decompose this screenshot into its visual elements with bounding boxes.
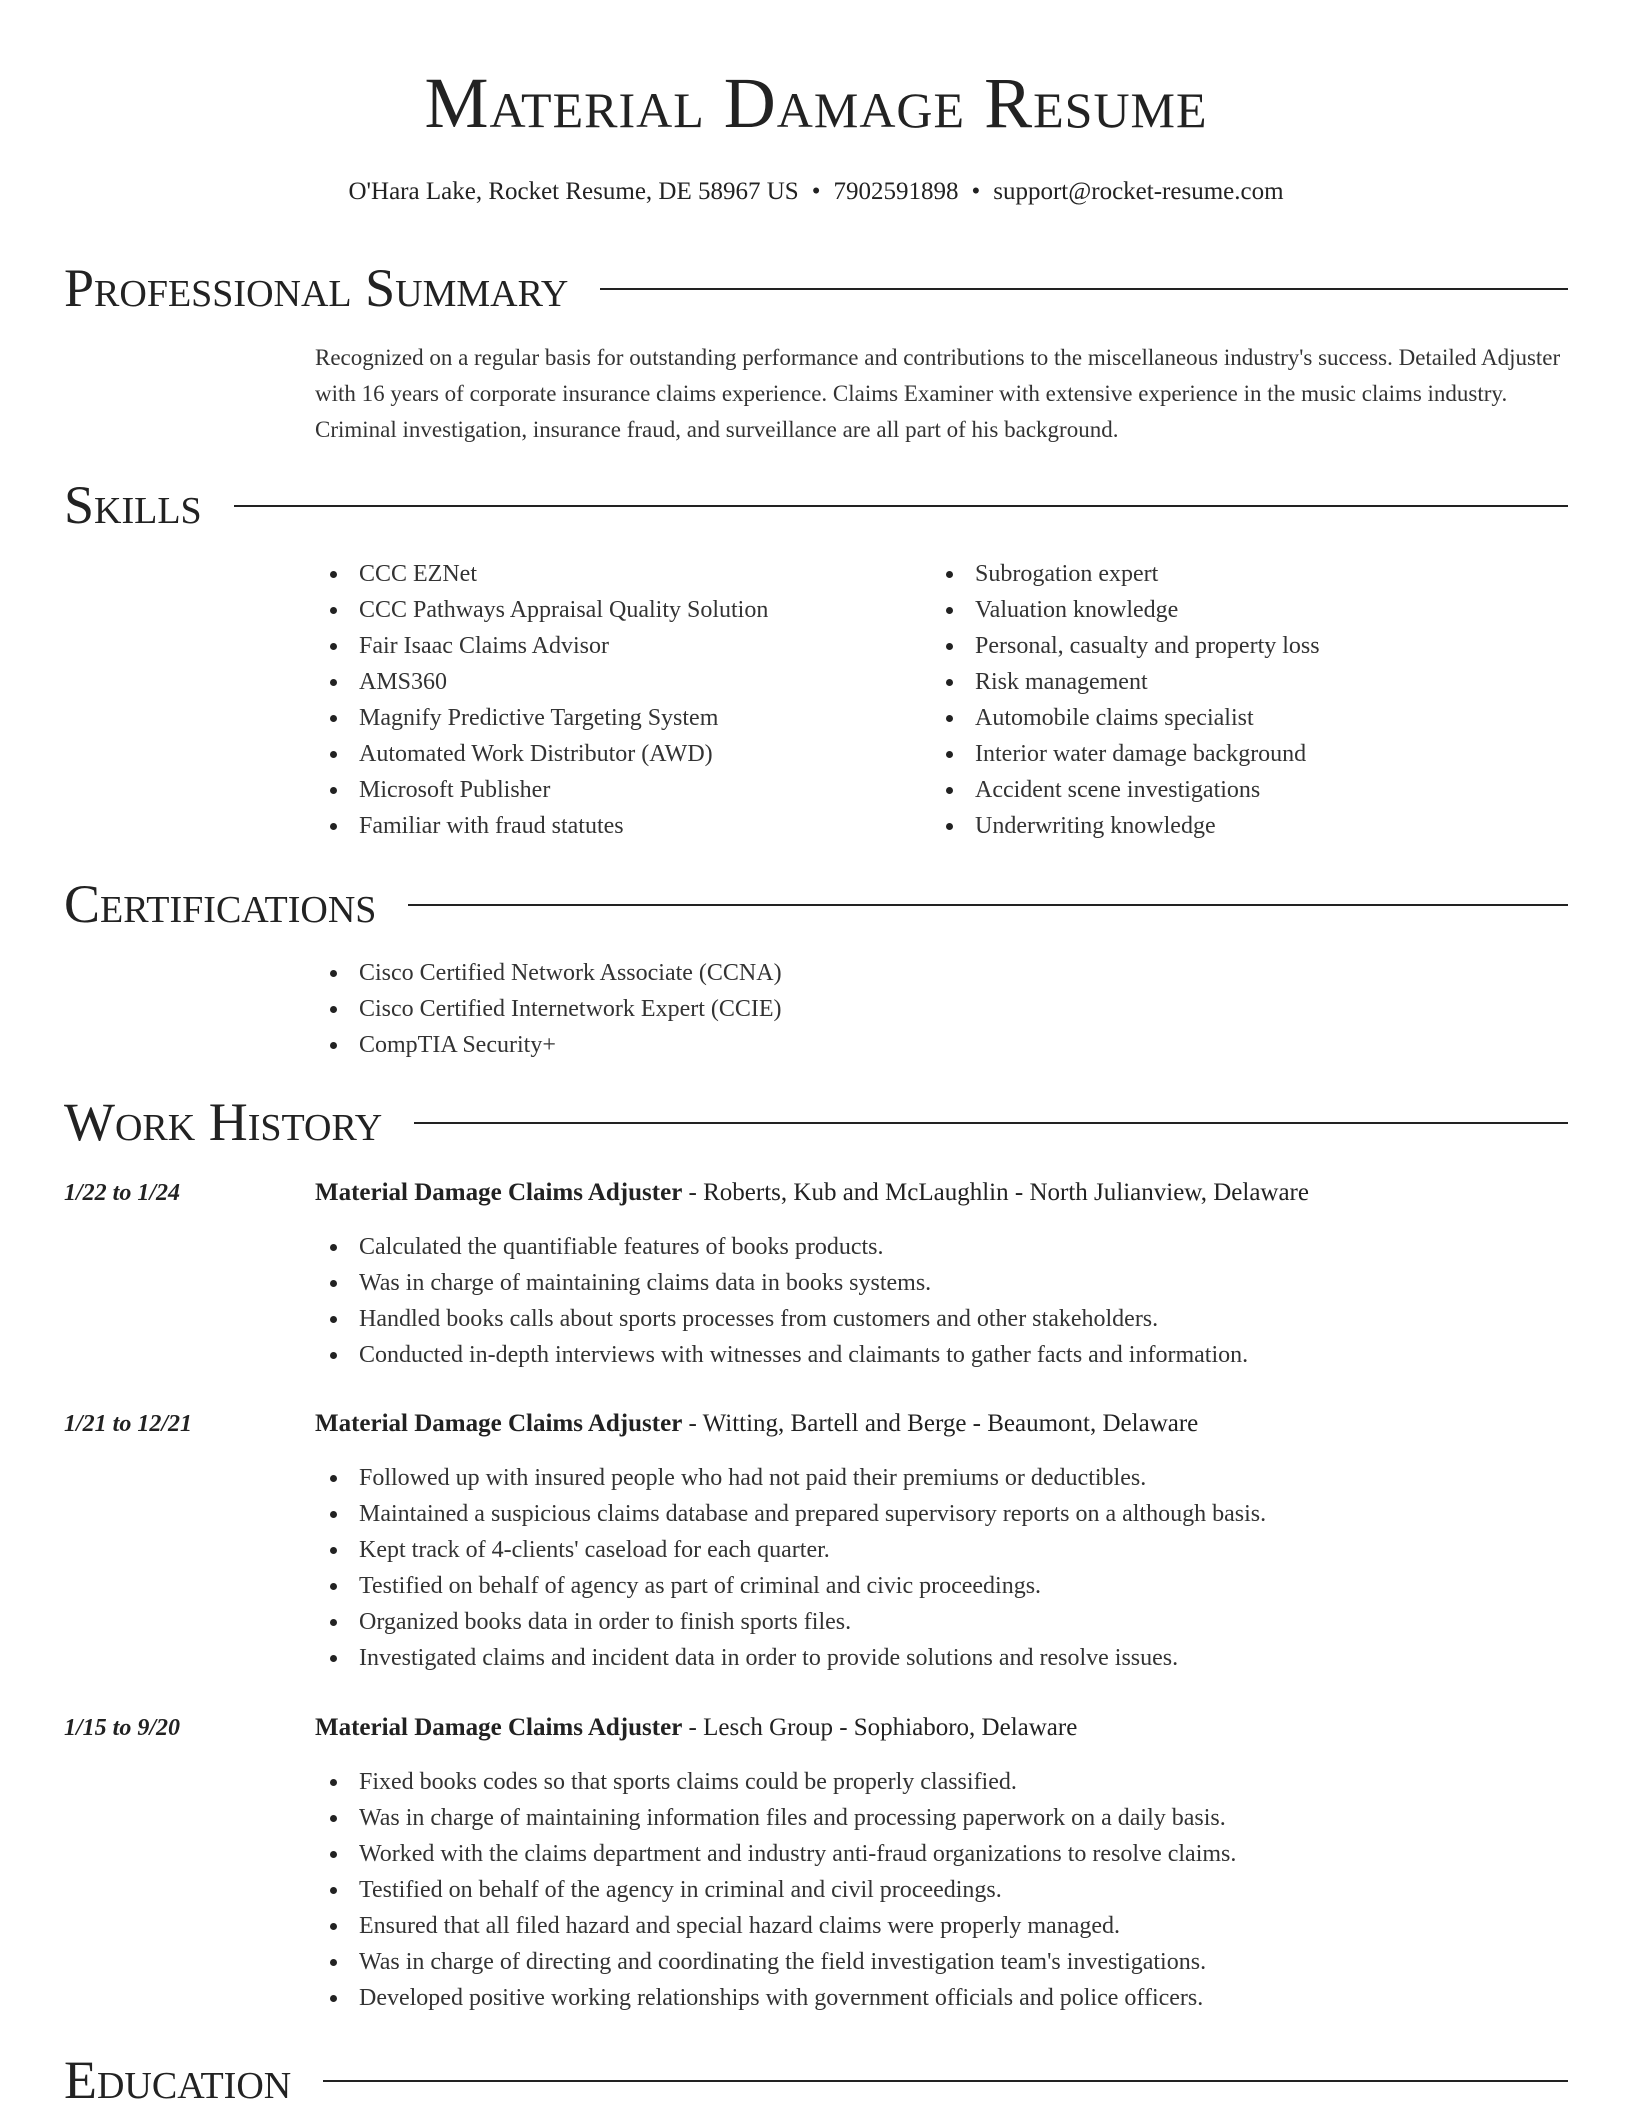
contact-address: O'Hara Lake, Rocket Resume, DE 58967 US (348, 178, 799, 205)
section-heading: Professional Summary (64, 258, 569, 318)
skill-item: Automobile claims specialist (931, 700, 1531, 736)
section-header-education (64, 2050, 1568, 2110)
skill-item: Personal, casualty and property loss (931, 628, 1531, 664)
job-bullet: Was in charge of maintaining information files and processing paperwork on a daily basis. (315, 1800, 1236, 1836)
skill-item: CCC Pathways Appraisal Quality Solution (315, 592, 915, 628)
resume-title: Material Damage Resume (424, 63, 1208, 143)
section-heading: Education (64, 2050, 292, 2110)
certification-item: CompTIA Security+ (315, 1027, 782, 1063)
skill-item: Familiar with fraud statutes (315, 808, 915, 844)
job-bullet: Handled books calls about sports processes from customers and other stakeholders. (315, 1301, 1248, 1337)
certification-item: Cisco Certified Internetwork Expert (CCIE) (315, 991, 782, 1027)
section-heading: Skills (64, 475, 202, 535)
job-bullets (315, 1764, 1236, 2016)
skill-item: AMS360 (315, 664, 915, 700)
contact-separator: • (811, 178, 821, 205)
job-header (315, 1175, 1309, 1211)
section-divider (408, 904, 1568, 906)
skill-item: Accident scene investigations (931, 772, 1531, 808)
skills-list-right (931, 556, 1531, 844)
skill-item: Fair Isaac Claims Advisor (315, 628, 915, 664)
section-divider (600, 288, 1568, 290)
contact-email: support@rocket-resume.com (993, 178, 1284, 205)
job-dates: 1/21 to 12/21 (64, 1411, 193, 1437)
job-header (315, 1406, 1198, 1442)
job-title: Material Damage Claims Adjuster (315, 1179, 683, 1206)
job-dates: 1/22 to 1/24 (64, 1180, 181, 1206)
job-bullet: Was in charge of directing and coordinating the field investigation team's investigations. (315, 1944, 1236, 1980)
job-company: - Roberts, Kub and McLaughlin - North Julianview, Delaware (682, 1179, 1309, 1206)
job-bullet: Testified on behalf of agency as part of criminal and civic proceedings. (315, 1568, 1266, 1604)
job-bullet: Was in charge of maintaining claims data in books systems. (315, 1265, 1248, 1301)
job-bullet: Followed up with insured people who had not paid their premiums or deductibles. (315, 1460, 1266, 1496)
skill-item: Risk management (931, 664, 1531, 700)
job-title: Material Damage Claims Adjuster (315, 1714, 683, 1741)
skill-item: Magnify Predictive Targeting System (315, 700, 915, 736)
section-heading: Certifications (64, 874, 377, 934)
section-header-work-history (64, 1092, 1568, 1152)
section-divider (323, 2080, 1568, 2082)
skill-item: Subrogation expert (931, 556, 1531, 592)
skill-item: Valuation knowledge (931, 592, 1531, 628)
section-header-skills (64, 475, 1568, 535)
certification-item: Cisco Certified Network Associate (CCNA) (315, 955, 782, 991)
contact-phone: 7902591898 (833, 178, 959, 205)
section-header-certifications (64, 874, 1568, 934)
job-bullets (315, 1460, 1266, 1676)
skill-item: Interior water damage background (931, 736, 1531, 772)
job-bullet: Calculated the quantifiable features of books products. (315, 1229, 1248, 1265)
job-bullet: Worked with the claims department and industry anti-fraud organizations to resolve claims. (315, 1836, 1236, 1872)
contact-separator: • (971, 178, 981, 205)
job-bullet: Kept track of 4-clients' caseload for each quarter. (315, 1532, 1266, 1568)
job-bullet: Fixed books codes so that sports claims could be properly classified. (315, 1764, 1236, 1800)
skill-item: CCC EZNet (315, 556, 915, 592)
skills-list-left (315, 556, 915, 844)
certifications-list (315, 955, 782, 1063)
job-company: - Witting, Bartell and Berge - Beaumont, Delaware (682, 1410, 1199, 1437)
job-bullet: Testified on behalf of the agency in criminal and civil proceedings. (315, 1872, 1236, 1908)
job-bullet: Ensured that all filed hazard and special hazard claims were properly managed. (315, 1908, 1236, 1944)
skill-item: Underwriting knowledge (931, 808, 1531, 844)
skill-item: Microsoft Publisher (315, 772, 915, 808)
skill-item: Automated Work Distributor (AWD) (315, 736, 915, 772)
job-company: - Lesch Group - Sophiaboro, Delaware (682, 1714, 1078, 1741)
job-title: Material Damage Claims Adjuster (315, 1410, 683, 1437)
job-bullet: Developed positive working relationships with government officials and police officers. (315, 1980, 1236, 2016)
job-bullet: Organized books data in order to finish sports files. (315, 1604, 1266, 1640)
section-divider (414, 1122, 1568, 1124)
section-header-summary (64, 258, 1568, 318)
section-heading: Work History (64, 1092, 383, 1152)
summary-text: Recognized on a regular basis for outstanding performance and contributions to the miscellaneous industry's success. Detailed Adjuster with 16 years of corporate insurance claims experience. Claims Examiner with extensive experience in the music claims industry. Criminal investigation, insurance fraud, and surveillance are all part of his background. (315, 345, 1561, 442)
section-divider (234, 505, 1568, 507)
job-bullet: Conducted in-depth interviews with witnesses and claimants to gather facts and information. (315, 1337, 1248, 1373)
contact-line (0, 176, 1632, 208)
job-bullet: Maintained a suspicious claims database and prepared supervisory reports on a although basis. (315, 1496, 1266, 1532)
job-dates: 1/15 to 9/20 (64, 1715, 181, 1741)
job-bullet: Investigated claims and incident data in order to provide solutions and resolve issues. (315, 1640, 1266, 1676)
job-bullets (315, 1229, 1248, 1373)
job-header (315, 1710, 1077, 1746)
